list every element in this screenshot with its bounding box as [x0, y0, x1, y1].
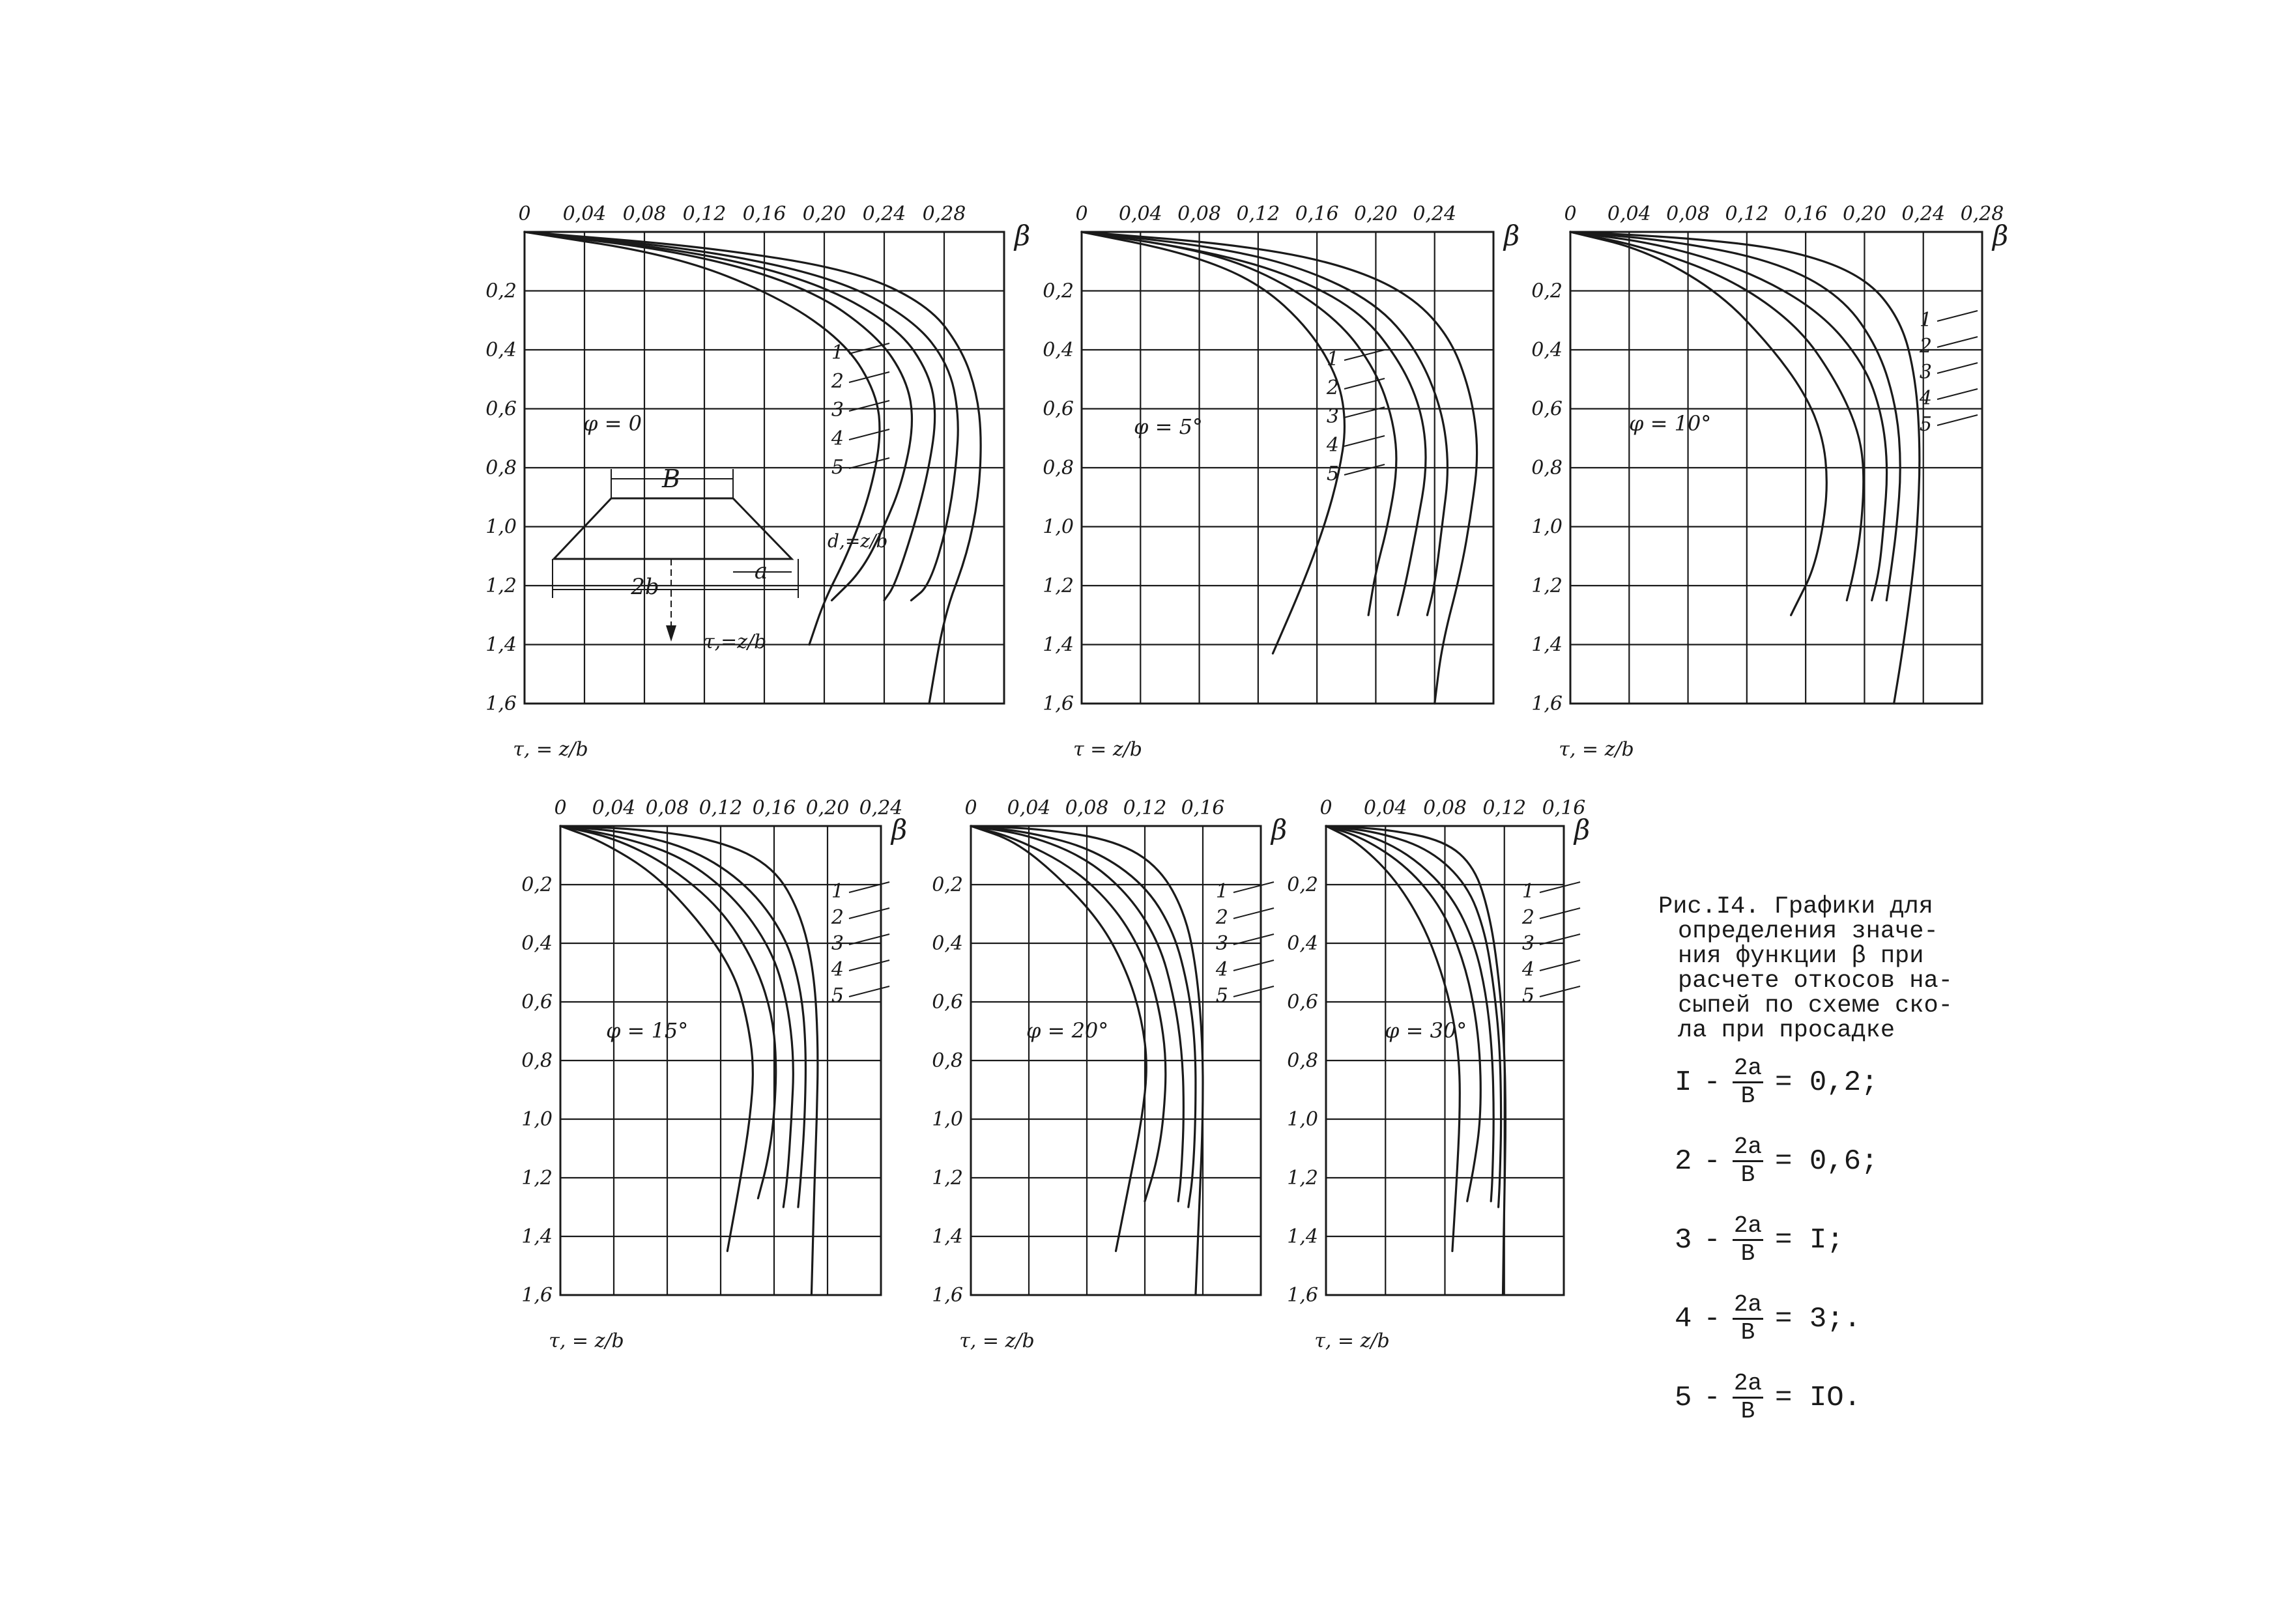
y-tick-label: 1,4	[932, 1225, 963, 1248]
y-tick-label: 1,6	[485, 692, 517, 715]
y-tick-label: 0,8	[1287, 1049, 1318, 1072]
y-tick-label: 0,6	[1531, 397, 1563, 421]
curve-5	[525, 232, 880, 645]
curve-label: 5	[1326, 463, 1339, 485]
legend-fraction	[1733, 1371, 1763, 1425]
y-tick-label: 0,4	[932, 932, 963, 955]
y-tick-label: 0,2	[521, 874, 553, 896]
curve-leader-line	[849, 908, 889, 919]
phi-label: φ = 0	[583, 411, 642, 436]
y-tick-label: 1,2	[932, 1167, 963, 1190]
curve-label: 4	[831, 427, 844, 450]
y-tick-label: 1,0	[932, 1108, 963, 1131]
legend-fraction	[1733, 1134, 1763, 1188]
x-tick-label: 0,12	[1482, 797, 1527, 819]
x-tick-label: 0,24	[862, 203, 906, 225]
legend-id: 4	[1675, 1302, 1692, 1335]
curve-label: 1	[831, 880, 844, 903]
legend-sep: -	[1703, 1381, 1721, 1414]
curve-leader-line	[1937, 311, 1978, 321]
curve-label: 4	[1919, 387, 1932, 410]
x-tick-label: 0,16	[742, 203, 786, 225]
x-tick-label: 0	[1319, 797, 1333, 819]
x-tick-label: 0,12	[1725, 203, 1769, 225]
curve-label: 1	[1326, 348, 1339, 371]
curve-leader-line	[849, 429, 889, 440]
y-tick-label: 0,8	[932, 1049, 963, 1072]
x-tick-label: 0,24	[859, 797, 903, 819]
x-tick-label: 0	[518, 203, 531, 225]
x-tick-label: 0,20	[1354, 203, 1398, 225]
x-tick-label: 0	[1075, 203, 1088, 225]
x-tick-label: 0,16	[1181, 797, 1225, 819]
curve-4	[560, 826, 776, 1199]
y-axis-label-tau: τ, = z/b	[513, 738, 588, 761]
y-tick-label: 0,6	[932, 991, 963, 1014]
sketch-label-a: a	[754, 558, 768, 584]
curve-label: 4	[1215, 958, 1228, 981]
curve-leader-line	[1937, 415, 1978, 425]
y-axis-label-tau: τ, = z/b	[1314, 1330, 1390, 1352]
curve-3	[560, 826, 793, 1207]
legend-item	[1675, 1055, 1878, 1109]
curve-label: 5	[1215, 984, 1228, 1007]
curve-label: 3	[1326, 405, 1339, 428]
legend-item	[1675, 1134, 1878, 1188]
legend-value: = 3;.	[1775, 1302, 1862, 1335]
curve-leader-line	[1937, 337, 1978, 347]
x-tick-label: 0,04	[1118, 203, 1162, 225]
x-axis-label-beta: β	[1574, 814, 1591, 846]
caption-line: Рис.I4. Графики для	[1658, 893, 1933, 920]
legend-value: = 0,2;	[1775, 1066, 1879, 1099]
x-tick-label: 0,16	[752, 797, 796, 819]
sketch-label-tau: τ,=z/b	[704, 631, 767, 653]
x-axis-label-beta: β	[891, 814, 908, 846]
x-tick-label: 0,24	[1413, 203, 1457, 225]
curve-leader-line	[1233, 908, 1274, 919]
y-axis-label-tau: τ, = z/b	[959, 1330, 1035, 1352]
chart-panel-2	[1043, 203, 1520, 761]
legend-id: 3	[1675, 1223, 1692, 1257]
chart-panel-1	[485, 203, 1030, 761]
y-axis-label-tau: τ, = z/b	[1559, 738, 1634, 761]
y-tick-label: 0,4	[485, 339, 517, 362]
legend-sep: -	[1703, 1145, 1721, 1178]
x-tick-label: 0,08	[622, 203, 667, 225]
fraction-numerator: 2a	[1733, 1134, 1763, 1162]
sketch-label-top: B	[662, 464, 680, 493]
embankment-sketch	[553, 464, 887, 653]
y-tick-label: 1,4	[485, 633, 517, 657]
x-tick-label: 0,12	[1123, 797, 1167, 819]
fraction-denominator: B	[1740, 1240, 1755, 1267]
curve-leader-line	[1233, 986, 1274, 997]
y-tick-label: 0,8	[1531, 457, 1563, 479]
curve-label: 2	[831, 370, 844, 393]
sketch-label-alpha: d,=z/b	[828, 530, 888, 552]
y-tick-label: 0,6	[1287, 991, 1318, 1014]
caption-line: ния функции β при	[1678, 943, 1924, 970]
curve-leader-line	[1540, 908, 1580, 919]
fraction-numerator: 2a	[1733, 1371, 1763, 1399]
y-tick-label: 1,4	[1043, 633, 1074, 657]
x-tick-label: 0,16	[1542, 797, 1586, 819]
phi-label: φ = 30°	[1385, 1018, 1467, 1043]
curve-leader-line	[849, 458, 889, 468]
phi-label: φ = 20°	[1026, 1018, 1109, 1043]
y-tick-label: 1,6	[932, 1284, 963, 1307]
fraction-numerator: 2a	[1733, 1055, 1763, 1083]
legend-fraction	[1733, 1292, 1763, 1346]
x-tick-label: 0,24	[1901, 203, 1946, 225]
x-tick-label: 0,08	[645, 797, 689, 819]
y-tick-label: 1,0	[1043, 515, 1074, 539]
x-tick-label: 0,20	[1843, 203, 1886, 225]
y-tick-label: 1,0	[521, 1108, 553, 1131]
chart-panel-6	[1287, 797, 1590, 1352]
x-axis-label-beta: β	[1503, 220, 1520, 251]
y-tick-label: 1,2	[521, 1167, 553, 1190]
x-tick-label: 0,08	[1177, 203, 1221, 225]
curve-label: 2	[831, 906, 844, 929]
x-tick-label: 0,12	[699, 797, 743, 819]
curve-leader-line	[1233, 882, 1274, 892]
y-tick-label: 0,4	[1287, 932, 1318, 955]
curve-leader-line	[1540, 882, 1580, 892]
curve-label: 3	[1521, 932, 1535, 955]
x-tick-label: 0,16	[1295, 203, 1339, 225]
fraction-numerator: 2a	[1733, 1213, 1763, 1241]
curve-leader-line	[849, 882, 889, 892]
chart-panel-3	[1531, 203, 2008, 761]
legend-id: I	[1675, 1066, 1692, 1099]
x-axis-label-beta: β	[1271, 814, 1288, 846]
y-tick-label: 0,8	[485, 457, 517, 479]
y-tick-label: 0,2	[1531, 279, 1563, 303]
curve-label: 3	[1215, 932, 1228, 955]
curve-3	[1326, 826, 1493, 1201]
y-tick-label: 1,2	[1531, 575, 1563, 597]
y-axis-label-tau: τ, = z/b	[549, 1330, 624, 1352]
phi-label: φ = 10°	[1629, 411, 1712, 436]
y-tick-label: 1,0	[1287, 1108, 1318, 1131]
x-tick-label: 0,16	[1783, 203, 1828, 225]
x-tick-label: 0,08	[1423, 797, 1467, 819]
chart-panel-4	[521, 797, 907, 1352]
y-tick-label: 1,2	[1043, 575, 1074, 597]
x-tick-label: 0,12	[682, 203, 727, 225]
y-tick-label: 0,4	[1531, 339, 1563, 362]
y-tick-label: 1,6	[521, 1284, 553, 1307]
chart-panel-5	[932, 797, 1287, 1352]
legend-sep: -	[1703, 1066, 1721, 1099]
curve-label: 3	[831, 399, 844, 421]
caption-line: расчете откосов на-	[1678, 967, 1953, 995]
curve-leader-line	[849, 960, 889, 971]
legend-sep: -	[1703, 1302, 1721, 1335]
x-tick-label: 0,20	[802, 203, 846, 225]
curve-label: 4	[1326, 434, 1339, 457]
curve-leader-line	[1344, 436, 1385, 446]
curve-label: 1	[831, 341, 844, 364]
curve-leader-line	[1344, 378, 1385, 389]
y-tick-label: 0,2	[1043, 279, 1074, 303]
legend-id: 2	[1675, 1145, 1692, 1178]
curve-leader-line	[1937, 363, 1978, 373]
arrow-head	[666, 625, 676, 642]
curve-leader-line	[1937, 389, 1978, 399]
x-tick-label: 0,04	[592, 797, 636, 819]
curve-label: 2	[1919, 335, 1932, 358]
y-tick-label: 0,6	[521, 991, 553, 1014]
caption-line: ла при просадке	[1678, 1017, 1895, 1044]
fraction-numerator: 2a	[1733, 1292, 1763, 1320]
y-tick-label: 0,8	[1043, 457, 1074, 479]
y-axis-label-tau: τ = z/b	[1073, 738, 1142, 761]
y-tick-label: 0,2	[485, 279, 517, 303]
x-axis-label-beta: β	[1014, 220, 1031, 251]
y-tick-label: 1,6	[1531, 692, 1563, 715]
curve-label: 1	[1521, 880, 1535, 903]
curve-label: 3	[831, 932, 844, 955]
curve-leader-line	[1540, 960, 1580, 971]
y-tick-label: 0,8	[521, 1049, 553, 1072]
y-tick-label: 0,2	[932, 874, 963, 896]
y-tick-label: 0,2	[1287, 874, 1318, 896]
x-tick-label: 0	[964, 797, 977, 819]
curve-label: 2	[1521, 906, 1535, 929]
curve-leader-line	[1540, 986, 1580, 997]
y-tick-label: 1,4	[1287, 1225, 1318, 1248]
legend-value: = IO.	[1775, 1381, 1862, 1414]
x-tick-label: 0,04	[1607, 203, 1651, 225]
curve-leader-line	[1344, 464, 1385, 475]
x-tick-label: 0	[554, 797, 567, 819]
legend-sep: -	[1703, 1223, 1721, 1257]
curve-label: 2	[1215, 906, 1228, 929]
y-tick-label: 1,6	[1287, 1284, 1318, 1307]
curve-label: 5	[831, 456, 844, 479]
legend-item	[1675, 1213, 1878, 1267]
x-tick-label: 0	[1564, 203, 1577, 225]
curve-5	[1082, 232, 1344, 653]
legend-item	[1675, 1371, 1878, 1425]
legend-value: = 0,6;	[1775, 1145, 1879, 1178]
fraction-denominator: B	[1740, 1319, 1755, 1346]
curve-label: 3	[1919, 361, 1932, 384]
legend-item	[1675, 1292, 1878, 1346]
x-axis-label-beta: β	[1992, 220, 2009, 251]
y-tick-label: 1,2	[1287, 1167, 1318, 1190]
curve-3	[1570, 232, 1887, 601]
x-tick-label: 0,20	[805, 797, 850, 819]
phi-label: φ = 5°	[1134, 414, 1203, 439]
y-tick-label: 1,2	[485, 575, 517, 597]
curve-label: 2	[1326, 377, 1339, 399]
fraction-denominator: B	[1740, 1161, 1755, 1188]
x-tick-label: 0,04	[1007, 797, 1051, 819]
curve-2	[971, 826, 1196, 1207]
curve-label: 5	[1521, 984, 1535, 1007]
curve-leader-line	[1233, 960, 1274, 971]
fraction-denominator: B	[1740, 1398, 1755, 1425]
curve-leader-line	[1344, 350, 1385, 360]
x-tick-label: 0,08	[1666, 203, 1710, 225]
y-tick-label: 1,4	[521, 1225, 553, 1248]
y-tick-label: 0,6	[1043, 397, 1074, 421]
y-tick-label: 0,4	[1043, 339, 1074, 362]
x-tick-label: 0,28	[922, 203, 966, 225]
curve-label: 4	[1521, 958, 1535, 981]
curve-legend	[1658, 1055, 1878, 1449]
y-tick-label: 0,6	[485, 397, 517, 421]
x-tick-label: 0,04	[1363, 797, 1407, 819]
x-tick-label: 0,12	[1236, 203, 1280, 225]
phi-label: φ = 15°	[606, 1018, 689, 1043]
curve-label: 5	[831, 984, 844, 1007]
y-tick-label: 1,6	[1043, 692, 1074, 715]
legend-fraction	[1733, 1213, 1763, 1267]
sketch-label-base: 2b	[631, 574, 659, 600]
caption-line: сыпей по схеме ско-	[1678, 992, 1953, 1019]
caption-line: определения значе-	[1678, 918, 1938, 945]
x-tick-label: 0,08	[1065, 797, 1109, 819]
curve-label: 1	[1919, 309, 1932, 332]
curve-label: 1	[1215, 880, 1228, 903]
legend-value: = I;	[1775, 1223, 1844, 1257]
curve-label: 5	[1919, 413, 1932, 436]
x-tick-label: 0,28	[1960, 203, 2004, 225]
curve-label: 4	[831, 958, 844, 981]
curve-leader-line	[849, 343, 889, 354]
y-tick-label: 0,4	[521, 932, 553, 955]
y-tick-label: 1,4	[1531, 633, 1563, 657]
fraction-denominator: B	[1740, 1083, 1755, 1109]
legend-id: 5	[1675, 1381, 1692, 1414]
y-tick-label: 1,0	[1531, 515, 1563, 539]
curve-leader-line	[849, 986, 889, 997]
figure-caption	[1658, 894, 1997, 1043]
embankment-trapezoid	[554, 498, 792, 559]
x-tick-label: 0,04	[562, 203, 607, 225]
legend-fraction	[1733, 1055, 1763, 1109]
y-tick-label: 1,0	[485, 515, 517, 539]
curve-3	[971, 826, 1183, 1201]
